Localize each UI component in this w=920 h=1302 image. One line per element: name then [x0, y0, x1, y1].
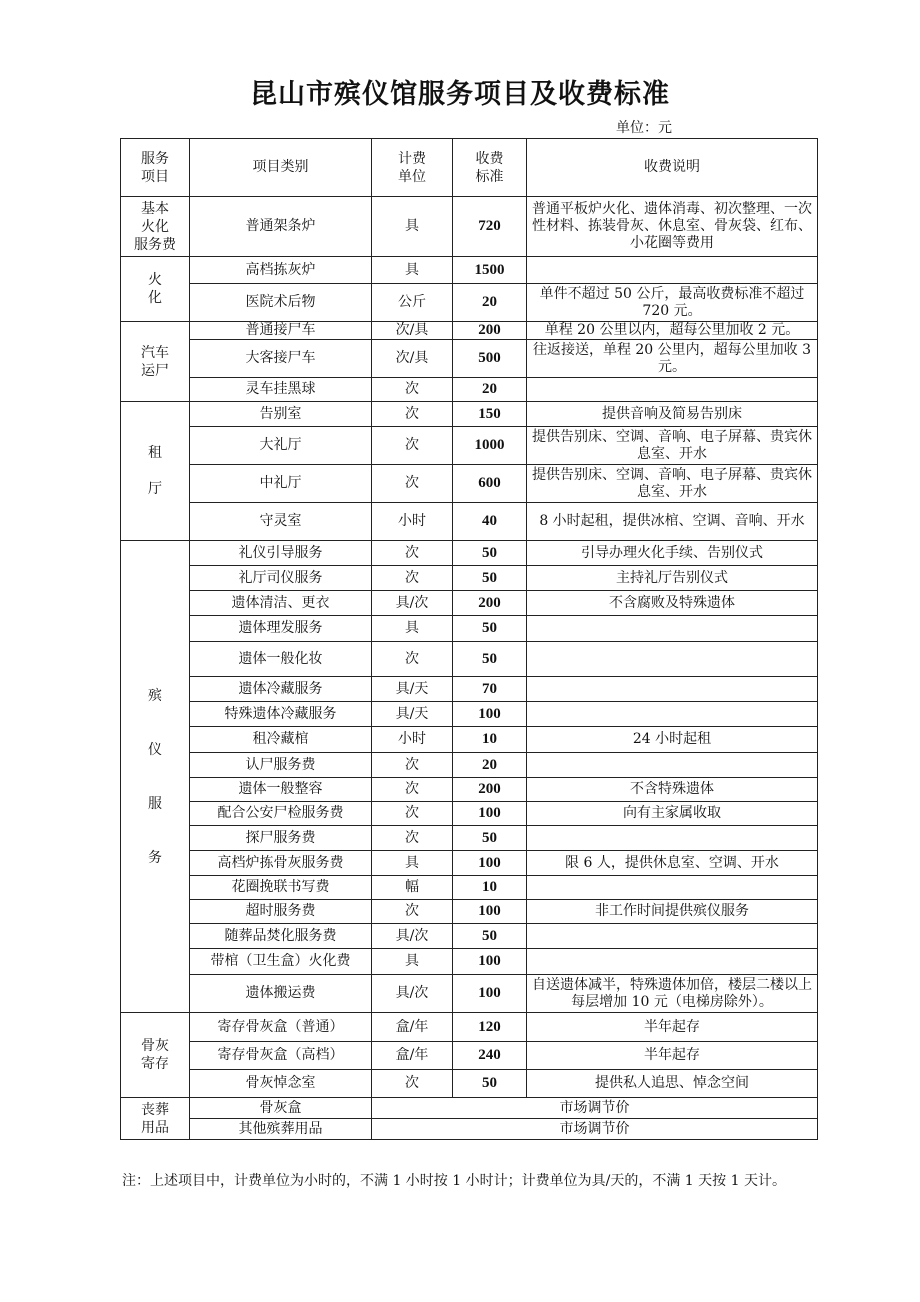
description-cell	[527, 616, 818, 642]
description-cell: 单程 20 公里以内，超每公里加收 2 元。	[527, 322, 818, 340]
table-row	[121, 677, 818, 702]
unit-cell: 盒/年	[372, 1042, 453, 1070]
standard-cell: 240	[453, 1042, 527, 1070]
description-cell: 自送遗体减半，特殊遗体加倍，楼层二楼以上每层增加 10 元（电梯房除外）。	[527, 975, 818, 1013]
item-cell: 遗体一般整容	[190, 778, 372, 802]
description-cell: 普通平板炉火化、遗体消毒、初次整理、一次性材料、拣装骨灰、休息室、骨灰袋、红布、小花圈等费用	[527, 197, 818, 257]
standard-cell: 50	[453, 826, 527, 851]
standard-cell: 1500	[453, 257, 527, 284]
table-row	[121, 642, 818, 677]
description-cell: 单件不超过 50 公斤，最高收费标准不超过 720 元。	[527, 284, 818, 322]
standard-cell: 50	[453, 541, 527, 566]
merged-price-cell: 市场调节价	[372, 1119, 818, 1140]
item-cell: 带棺（卫生盒）火化费	[190, 949, 372, 975]
description-cell: 提供告别床、空调、音响、电子屏幕、贵宾休息室、开水	[527, 427, 818, 465]
item-cell: 超时服务费	[190, 900, 372, 924]
standard-cell: 20	[453, 753, 527, 778]
unit-cell: 小时	[372, 503, 453, 541]
table-row	[121, 949, 818, 975]
table-row	[121, 702, 818, 727]
table-row	[121, 591, 818, 616]
unit-cell: 次	[372, 778, 453, 802]
description-cell	[527, 702, 818, 727]
item-cell: 花圈挽联书写费	[190, 876, 372, 900]
header-standard: 收费 标准	[453, 139, 527, 197]
unit-cell: 次	[372, 753, 453, 778]
table-row	[121, 753, 818, 778]
item-cell: 遗体一般化妆	[190, 642, 372, 677]
fee-table	[120, 138, 818, 1140]
table-row	[121, 427, 818, 465]
footnote: 注：上述项目中，计费单位为小时的，不满 1 小时按 1 小时计；计费单位为具/天的，不满 1 天按 1 天计。	[122, 1173, 786, 1189]
unit-cell: 具	[372, 851, 453, 876]
standard-cell: 50	[453, 566, 527, 591]
description-cell: 提供私人追思、悼念空间	[527, 1070, 818, 1098]
item-cell: 配合公安尸检服务费	[190, 802, 372, 826]
item-cell: 寄存骨灰盒（高档）	[190, 1042, 372, 1070]
description-cell: 引导办理火化手续、告别仪式	[527, 541, 818, 566]
table-row	[121, 616, 818, 642]
category-cell: 基本 火化 服务费	[121, 197, 190, 257]
table-row	[121, 566, 818, 591]
unit-cell: 具/天	[372, 677, 453, 702]
item-cell: 遗体清洁、更衣	[190, 591, 372, 616]
unit-cell: 次	[372, 900, 453, 924]
header-row	[121, 139, 818, 197]
description-cell: 往返接送，单程 20 公里内，超每公里加收 3 元。	[527, 340, 818, 378]
unit-cell: 具/次	[372, 975, 453, 1013]
unit-cell: 具/天	[372, 702, 453, 727]
table-row	[121, 340, 818, 378]
table-row	[121, 284, 818, 322]
unit-cell: 次	[372, 642, 453, 677]
table-row	[121, 900, 818, 924]
standard-cell: 100	[453, 702, 527, 727]
item-cell: 特殊遗体冷藏服务	[190, 702, 372, 727]
description-cell	[527, 949, 818, 975]
standard-cell: 200	[453, 778, 527, 802]
item-cell: 灵车挂黑球	[190, 378, 372, 402]
table-row	[121, 465, 818, 503]
unit-label: 单位：元	[616, 120, 672, 136]
unit-cell: 盒/年	[372, 1013, 453, 1042]
standard-cell: 10	[453, 727, 527, 753]
unit-cell: 具	[372, 949, 453, 975]
unit-cell: 次/具	[372, 340, 453, 378]
standard-cell: 200	[453, 591, 527, 616]
item-cell: 大礼厅	[190, 427, 372, 465]
unit-cell: 具	[372, 257, 453, 284]
unit-cell: 次	[372, 802, 453, 826]
unit-cell: 次	[372, 378, 453, 402]
table-row	[121, 1098, 818, 1119]
category-cell: 骨灰 寄存	[121, 1013, 190, 1098]
item-cell: 遗体搬运费	[190, 975, 372, 1013]
table-row	[121, 257, 818, 284]
merged-price-cell: 市场调节价	[372, 1098, 818, 1119]
item-cell: 骨灰悼念室	[190, 1070, 372, 1098]
description-cell: 限 6 人，提供休息室、空调、开水	[527, 851, 818, 876]
fee-table-body	[121, 139, 818, 1140]
unit-cell: 次	[372, 826, 453, 851]
category-cell: 殡 仪 服 务	[121, 541, 190, 1013]
description-cell	[527, 257, 818, 284]
unit-cell: 次	[372, 402, 453, 427]
item-cell: 礼仪引导服务	[190, 541, 372, 566]
table-row	[121, 322, 818, 340]
table-row	[121, 975, 818, 1013]
item-cell: 认尸服务费	[190, 753, 372, 778]
description-cell	[527, 924, 818, 949]
unit-cell: 小时	[372, 727, 453, 753]
description-cell: 非工作时间提供殡仪服务	[527, 900, 818, 924]
table-row	[121, 1042, 818, 1070]
standard-cell: 720	[453, 197, 527, 257]
standard-cell: 100	[453, 900, 527, 924]
unit-cell: 公斤	[372, 284, 453, 322]
unit-cell: 幅	[372, 876, 453, 900]
item-cell: 租冷藏棺	[190, 727, 372, 753]
item-cell: 礼厅司仪服务	[190, 566, 372, 591]
unit-cell: 具/次	[372, 591, 453, 616]
table-row	[121, 541, 818, 566]
standard-cell: 50	[453, 924, 527, 949]
description-cell	[527, 876, 818, 900]
item-cell: 骨灰盒	[190, 1098, 372, 1119]
description-cell	[527, 753, 818, 778]
description-cell: 8 小时起租，提供冰棺、空调、音响、开水	[527, 503, 818, 541]
header-description: 收费说明	[527, 139, 818, 197]
description-cell	[527, 378, 818, 402]
description-cell: 向有主家属收取	[527, 802, 818, 826]
item-cell: 告别室	[190, 402, 372, 427]
item-cell: 探尸服务费	[190, 826, 372, 851]
item-cell: 高档拣灰炉	[190, 257, 372, 284]
description-cell	[527, 826, 818, 851]
unit-cell: 次	[372, 1070, 453, 1098]
standard-cell: 20	[453, 284, 527, 322]
standard-cell: 50	[453, 1070, 527, 1098]
category-cell: 汽车 运尸	[121, 322, 190, 402]
unit-cell: 具	[372, 197, 453, 257]
table-row	[121, 197, 818, 257]
item-cell: 遗体理发服务	[190, 616, 372, 642]
table-row	[121, 727, 818, 753]
standard-cell: 100	[453, 949, 527, 975]
standard-cell: 100	[453, 802, 527, 826]
description-cell: 不含腐败及特殊遗体	[527, 591, 818, 616]
category-cell: 火 化	[121, 257, 190, 322]
description-cell: 提供音响及简易告别床	[527, 402, 818, 427]
table-row	[121, 503, 818, 541]
unit-cell: 具/次	[372, 924, 453, 949]
header-service: 服务 项目	[121, 139, 190, 197]
standard-cell: 500	[453, 340, 527, 378]
standard-cell: 600	[453, 465, 527, 503]
description-cell: 24 小时起租	[527, 727, 818, 753]
description-cell	[527, 642, 818, 677]
header-item: 项目类别	[190, 139, 372, 197]
standard-cell: 10	[453, 876, 527, 900]
item-cell: 中礼厅	[190, 465, 372, 503]
unit-cell: 次	[372, 566, 453, 591]
category-cell: 租 厅	[121, 402, 190, 541]
standard-cell: 50	[453, 642, 527, 677]
item-cell: 普通接尸车	[190, 322, 372, 340]
item-cell: 遗体冷藏服务	[190, 677, 372, 702]
table-row	[121, 378, 818, 402]
item-cell: 普通架条炉	[190, 197, 372, 257]
table-row	[121, 402, 818, 427]
standard-cell: 200	[453, 322, 527, 340]
item-cell: 其他殡葬用品	[190, 1119, 372, 1140]
standard-cell: 1000	[453, 427, 527, 465]
item-cell: 大客接尸车	[190, 340, 372, 378]
unit-cell: 次	[372, 427, 453, 465]
item-cell: 守灵室	[190, 503, 372, 541]
table-row	[121, 826, 818, 851]
table-row	[121, 802, 818, 826]
standard-cell: 70	[453, 677, 527, 702]
description-cell: 不含特殊遗体	[527, 778, 818, 802]
description-cell: 半年起存	[527, 1042, 818, 1070]
header-unit: 计费 单位	[372, 139, 453, 197]
description-cell: 主持礼厅告别仪式	[527, 566, 818, 591]
description-cell: 提供告别床、空调、音响、电子屏幕、贵宾休息室、开水	[527, 465, 818, 503]
category-cell: 丧葬 用品	[121, 1098, 190, 1140]
item-cell: 寄存骨灰盒（普通）	[190, 1013, 372, 1042]
standard-cell: 50	[453, 616, 527, 642]
standard-cell: 40	[453, 503, 527, 541]
table-row	[121, 851, 818, 876]
standard-cell: 100	[453, 851, 527, 876]
page-title: 昆山市殡仪馆服务项目及收费标准	[250, 79, 670, 110]
item-cell: 随葬品焚化服务费	[190, 924, 372, 949]
table-row	[121, 1013, 818, 1042]
unit-cell: 次	[372, 465, 453, 503]
unit-cell: 具	[372, 616, 453, 642]
standard-cell: 20	[453, 378, 527, 402]
table-row	[121, 876, 818, 900]
description-cell: 半年起存	[527, 1013, 818, 1042]
standard-cell: 100	[453, 975, 527, 1013]
table-row	[121, 1119, 818, 1140]
unit-cell: 次	[372, 541, 453, 566]
table-row	[121, 924, 818, 949]
item-cell: 医院术后物	[190, 284, 372, 322]
table-row	[121, 778, 818, 802]
standard-cell: 150	[453, 402, 527, 427]
unit-cell: 次/具	[372, 322, 453, 340]
standard-cell: 120	[453, 1013, 527, 1042]
description-cell	[527, 677, 818, 702]
item-cell: 高档炉拣骨灰服务费	[190, 851, 372, 876]
table-row	[121, 1070, 818, 1098]
